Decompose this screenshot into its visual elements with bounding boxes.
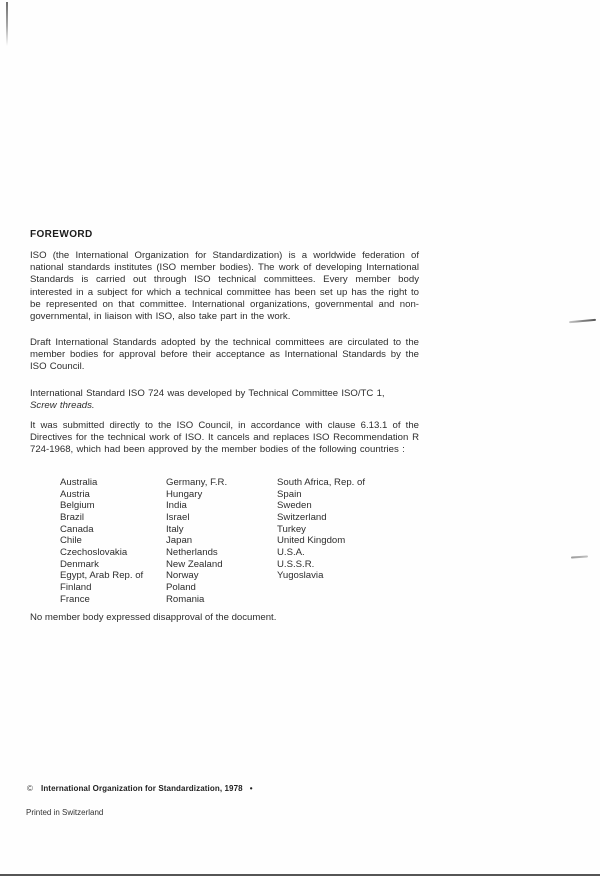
country-name: Australia <box>60 477 98 488</box>
country-name: Norway <box>166 570 199 582</box>
countries-column-2 <box>166 477 227 605</box>
copyright-text: International Organization for Standardization, 1978 <box>41 784 243 793</box>
country-name: Hungary <box>166 488 203 500</box>
committee-title-italic: Screw threads. <box>30 400 95 412</box>
country-name: Austria <box>60 488 90 500</box>
country-name: Netherlands <box>166 546 218 558</box>
countries-column-3 <box>277 477 365 582</box>
country-name: United Kingdom <box>277 535 346 547</box>
country-name: Finland <box>60 581 92 593</box>
country-name: Switzerland <box>277 511 327 523</box>
country-name: South Africa, Rep. of <box>277 477 365 488</box>
closing-statement: No member body expressed disapproval of the document. <box>30 612 277 623</box>
country-name: Turkey <box>277 523 306 535</box>
country-name: New Zealand <box>166 558 223 570</box>
paragraph-submission: It was submitted directly to the ISO Council, in accordance with clause 6.13.1 of the Directives for the technical work of ISO. It cancels and replaces ISO Recommendation R 724-1968, which had been approved by the member bodies of the following countries : <box>30 420 419 456</box>
country-name: Czechoslovakia <box>60 546 128 558</box>
paragraph-iso-intro: ISO (the International Organization for Standardization) is a worldwide federation of national standards institutes (ISO member bodies). The work of developing International Standards is carried out through ISO technical committees. Every member body interested in a subject for which a technical committee has been set up has the right to be represented on that committee. International organizations, governmental and non-governmental, in liaison with ISO, also take part in the work. <box>30 250 419 323</box>
printed-in-line: Printed in Switzerland <box>26 808 104 817</box>
country-name: Yugoslavia <box>277 570 324 582</box>
member-countries-list <box>0 477 600 607</box>
country-name: Denmark <box>60 558 99 570</box>
country-name: U.S.A. <box>277 546 305 558</box>
country-name: Belgium <box>60 500 95 512</box>
country-name: Romania <box>166 593 205 605</box>
paragraph-technical-committee <box>30 388 419 412</box>
scan-artifact-dash-top <box>569 319 596 323</box>
copyright-line <box>27 784 253 793</box>
country-name: Spain <box>277 488 302 500</box>
country-name: France <box>60 593 90 605</box>
paragraph-draft-standards: Draft International Standards adopted by the technical committees are circulated to the member bodies for approval before their acceptance as International Standards by the ISO Council. <box>30 337 419 373</box>
country-name: Germany, F.R. <box>166 477 228 488</box>
country-name: Chile <box>60 535 82 547</box>
bullet-icon: • <box>249 784 253 793</box>
country-name: Brazil <box>60 511 84 523</box>
committee-lead-text: International Standard ISO 724 was developed by Technical Committee ISO/TC 1, <box>30 388 385 399</box>
country-name: U.S.S.R. <box>277 558 315 570</box>
country-name: Japan <box>166 535 193 547</box>
country-name: Israel <box>166 511 190 523</box>
country-name: Egypt, Arab Rep. of <box>60 570 144 582</box>
foreword-heading: FOREWORD <box>30 229 93 240</box>
country-name: Canada <box>60 523 94 535</box>
country-name: Poland <box>166 581 196 593</box>
country-name: India <box>166 500 187 512</box>
country-name: Italy <box>166 523 184 535</box>
scan-artifact-vertical-line <box>6 2 8 46</box>
copyright-symbol-icon: © <box>27 784 33 793</box>
country-name: Sweden <box>277 500 312 512</box>
countries-column-1 <box>60 477 143 605</box>
